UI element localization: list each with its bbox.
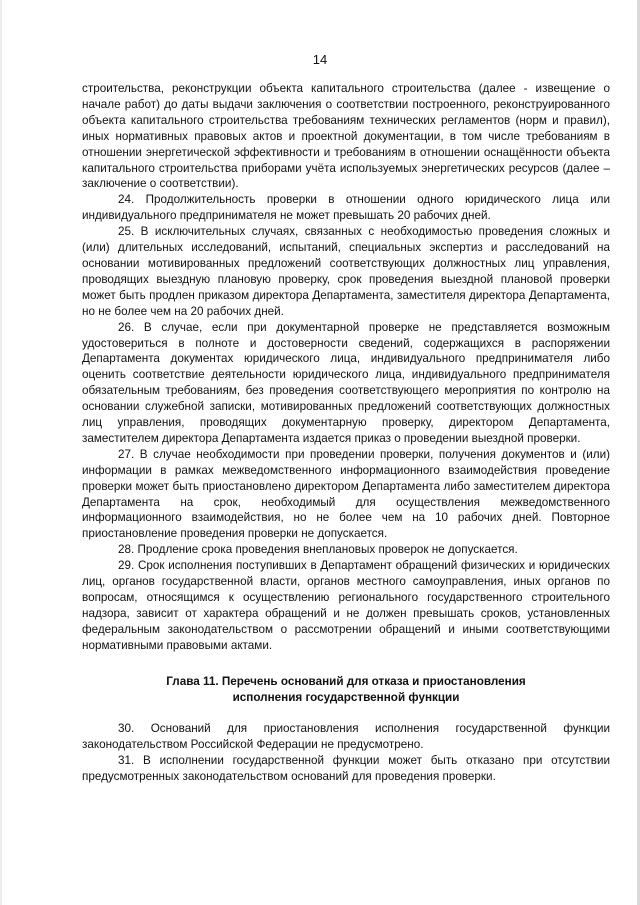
paragraph-31: 31. В исполнении государственной функции может быть отказано при отсутствии предусмотренных законодательством оснований для проведения проверки.: [82, 754, 610, 784]
paragraph-27: 27. В случае необходимости при проведении проверки, получения документов и (или) информации в рамках межведомственного информационного взаимодействия проведение проверки может быть приостановлено директором Департамента либо заместителем директора Департамента на срок, необходимый для осуществления межведомственного информационного взаимодействия, но не более чем на 10 рабочих дней. Повторное приостановление проведения проверки не допускается.: [82, 447, 610, 541]
paragraph-continuation: строительства, реконструкции объекта капитального строительства (далее - извещение о начале работ) до даты выдачи заключения о соответствии построенного, реконструированного объекта капитального строительства требованиям технических регламентов (норм и правил), иных нормативных правовых актов и проектной документации, в том числе требованиям в отношении энергетической эффективности и требованиям в отношении оснащённости объекта капитального строительства приборами учёта используемых энергетических ресурсов (далее – заключение о соответствии).: [82, 82, 610, 191]
chapter-heading: [82, 674, 610, 706]
paragraph-26: 26. В случае, если при документарной проверке не представляется возможным удостовериться в полноте и достоверности сведений, содержащихся в распоряжении Департамента документах юридического лица, индивидуального предпринимателя либо оценить соответствие деятельности юридического лица, индивидуального предпринимателя обязательным требованиям, без проведения соответствующего мероприятия по контролю на основании служебной записки, мотивированных предложений соответствующих должностных лиц управления, проводящих документарную проверку, директором Департамента, заместителем директора Департамента издается приказ о проведении выездной проверки.: [82, 320, 610, 445]
scan-left-edge: [0, 0, 2, 905]
paragraph-24: 24. Продолжительность проверки в отношении одного юридического лица или индивидуального предпринимателя не может превышать 20 рабочих дней.: [82, 193, 610, 223]
chapter-heading-line-1: Глава 11. Перечень оснований для отказа и приостановления: [166, 674, 526, 688]
paragraph-29: 29. Срок исполнения поступивших в Департамент обращений физических и юридических лиц, органов государственной власти, органов местного самоуправления, иных органов по вопросам, относящимся к осуществлению регионального государственного строительного надзора, зависит от характера обращений и не должен превышать сроков, установленных федеральным законодательством о рассмотрении обращений и иными соответствующими нормативными правовыми актами.: [82, 559, 610, 652]
page-number: 14: [312, 52, 328, 67]
document-body: [82, 81, 610, 785]
chapter-heading-line-2: исполнения государственной функции: [232, 690, 460, 704]
paragraph-30: 30. Оснований для приостановления исполнения государственной функции законодательством Российской Федерации не предусмотрено.: [82, 722, 610, 752]
paragraph-28: 28. Продление срока проведения внеплановых проверок не допускается.: [118, 543, 518, 557]
paragraph-25: 25. В исключительных случаях, связанных с необходимостью проведения сложных и (или) длительных исследований, испытаний, специальных экспертиз и расследований на основании мотивированных предложений соответствующих должностных лиц управления, проводящих выездную плановую проверку, срок проведения выездной плановой проверки может быть продлен приказом директора Департамента, заместителя директора Департамента, но не более чем на 20 рабочих дней.: [82, 225, 610, 318]
